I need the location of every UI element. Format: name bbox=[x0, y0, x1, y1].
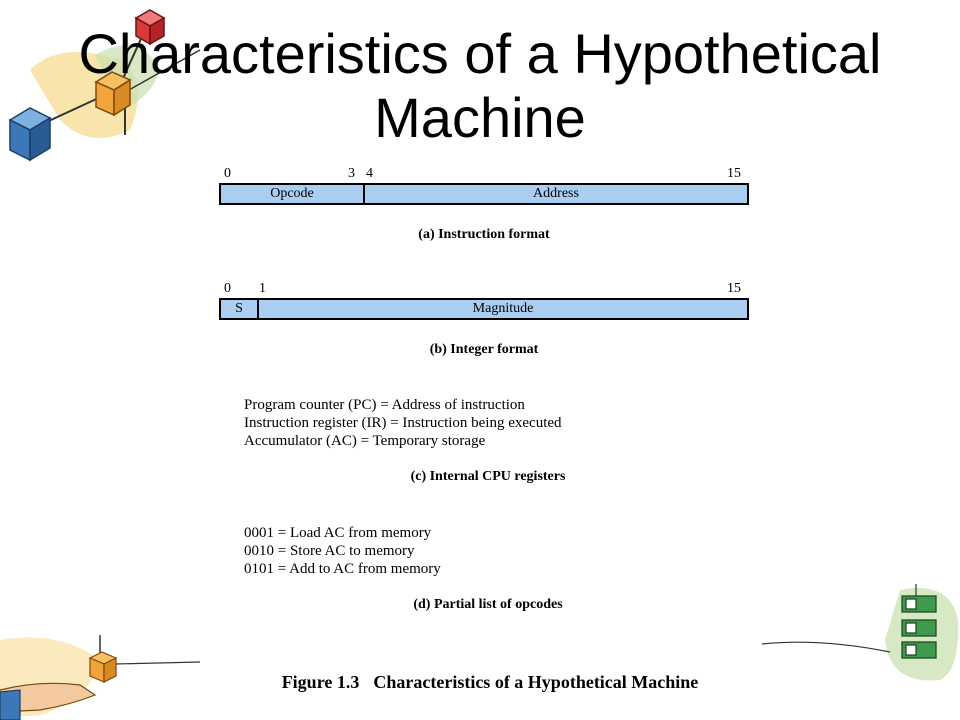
integer-bit-labels bbox=[219, 281, 749, 297]
opcode-line: 0001 = Load AC from memory bbox=[244, 525, 432, 541]
opcode-list bbox=[244, 524, 441, 578]
instruction-format-caption: (a) Instruction format bbox=[418, 227, 550, 242]
bit-label-0: 0 bbox=[224, 281, 231, 296]
opcodes-caption: (d) Partial list of opcodes bbox=[413, 597, 563, 612]
register-line: Accumulator (AC) = Temporary storage bbox=[244, 433, 486, 449]
magnitude-field: Magnitude bbox=[257, 300, 747, 318]
stacked-boxes-clipart bbox=[760, 580, 960, 720]
register-line: Program counter (PC) = Address of instruction bbox=[244, 397, 525, 413]
opcode-line: 0010 = Store AC to memory bbox=[244, 543, 415, 559]
sign-field: S bbox=[235, 301, 243, 316]
instruction-bit-labels bbox=[219, 166, 749, 182]
figure-number: Figure 1.3 bbox=[281, 672, 360, 692]
integer-format-register bbox=[219, 298, 749, 320]
bit-label-1: 1 bbox=[259, 281, 266, 296]
bit-label-0: 0 bbox=[224, 166, 231, 181]
integer-format-caption: (b) Integer format bbox=[429, 342, 539, 357]
hand-cube-clipart bbox=[0, 630, 210, 720]
bit-label-15: 15 bbox=[727, 166, 741, 181]
cpu-register-list bbox=[244, 396, 562, 450]
cpu-registers-caption: (c) Internal CPU registers bbox=[410, 469, 566, 484]
instruction-format-register bbox=[219, 183, 749, 205]
opcode-line: 0101 = Add to AC from memory bbox=[244, 561, 441, 577]
opcode-field: Opcode bbox=[270, 186, 314, 201]
bit-label-4: 4 bbox=[366, 166, 373, 181]
figure-caption-text: Characteristics of a Hypothetical Machine bbox=[373, 672, 699, 692]
register-line: Instruction register (IR) = Instruction being executed bbox=[244, 415, 562, 431]
address-field: Address bbox=[363, 185, 747, 203]
figure-caption bbox=[200, 672, 780, 693]
bit-label-3: 3 bbox=[348, 166, 355, 181]
slide-title bbox=[20, 22, 940, 150]
slide-title-line-1: Characteristics of a Hypothetical bbox=[78, 22, 882, 85]
slide-title-line-2: Machine bbox=[374, 86, 586, 149]
bit-label-15: 15 bbox=[727, 281, 741, 296]
